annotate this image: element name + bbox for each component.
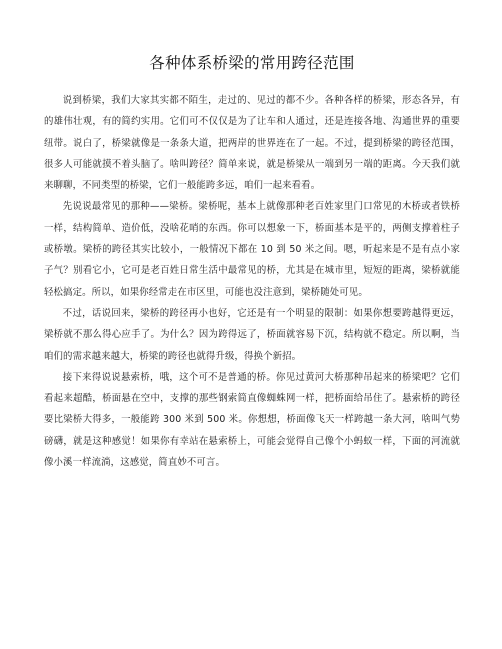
document-title: 各种体系桥梁的常用跨径范围 xyxy=(149,54,355,72)
paragraph-suspension-bridge: 接下来得说说悬索桥，哦，这个可不是普通的桥。你见过黄河大桥那种吊起来的桥梁吧？它们看起来超酷，桥面悬在空中，支撑的那些钢索简直像蜘蛛网一样，把桥面给吊住了。悬索桥的跨径要比梁桥大得多，一般能跨 300 米到 500 米。你想想，桥面像飞天一样跨越一条大河，啥叫气势磅礴，就是这种感觉！如果你有幸站在悬索桥上，可能会觉得自己像个小蚂蚁一样，下面的河流就像小溪一样流淌，这感觉，简直妙不可言。 xyxy=(44,371,460,469)
paragraph-beam-limit: 不过，话说回来，梁桥的跨径再小也好，它还是有一个明显的限制：如果你想要跨越得更远，梁桥就不那么得心应手了。为什么？因为跨得远了，桥面就容易下沉，结构就不稳定。所以啊，当咱们的需求越来越大，桥梁的跨径也就得升级，得换个新招。 xyxy=(44,307,460,362)
paragraph-intro: 说到桥梁，我们大家其实都不陌生，走过的、见过的都不少。各种各样的桥梁，形态各异，有的雄伟壮观，有的简约实用。它们可不仅仅是为了让车和人通过，还是连接各地、沟通世界的重要纽带。说白了，桥梁就像是一条条大道，把两岸的世界连在了一起。不过，提到桥梁的跨径范围，很多人可能就摸不着头脑了。啥叫跨径？简单来说，就是桥梁从一端到另一端的距离。今天我们就来聊聊，不同类型的桥梁，它们一般能跨多远，咱们一起来看看。 xyxy=(44,95,460,192)
paragraph-beam-bridge: 先说说最常见的那种——梁桥。梁桥呢，基本上就像那种老百姓家里门口常见的木桥或者铁桥一样，结构简单、造价低，没啥花哨的东西。你可以想象一下，桥面基本是平的，两侧支撑着柱子或桥墩。梁桥的跨径其实比较小，一般情况下都在 10 到 50 米之间。嗯，听起来是不是有点小家子气？别看它小，它可是老百姓日常生活中最常见的桥，尤其是在城市里，短短的距离，梁桥就能轻松搞定。所以，如果你经常走在市区里，可能也没注意到，梁桥随处可见。 xyxy=(44,201,460,298)
